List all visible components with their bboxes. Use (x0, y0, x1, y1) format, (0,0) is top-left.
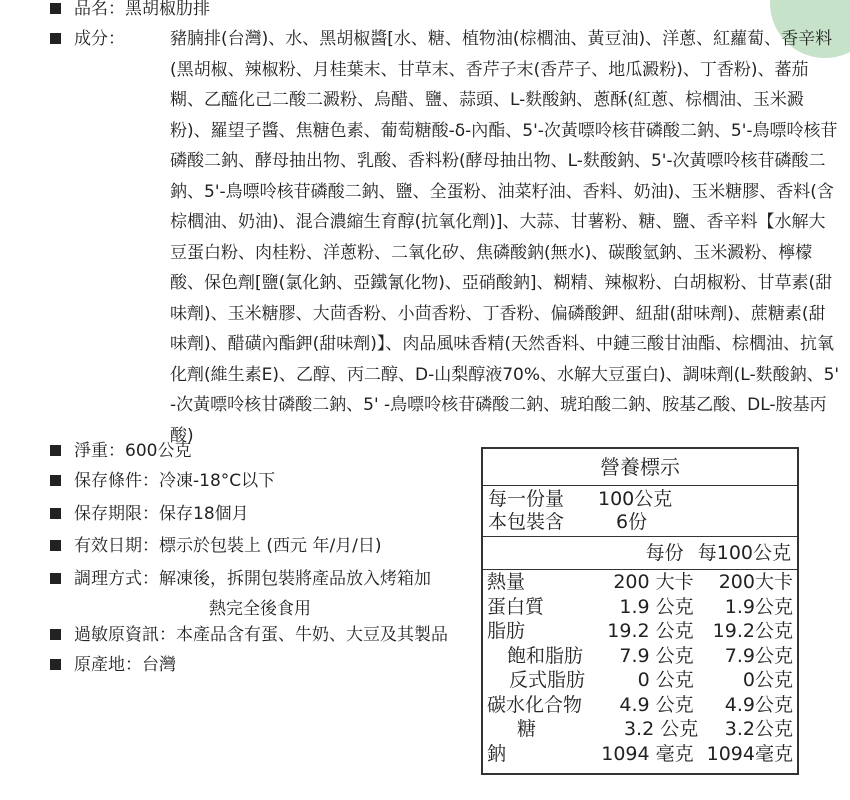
bullet-square-icon (50, 508, 61, 519)
servings-per-package-row (488, 511, 792, 534)
serving-size-value: 100公克 (598, 488, 673, 510)
per-100g-value: 3.2公克 (724, 718, 793, 740)
allergen-text: 過敏原資訊：本產品含有蛋、牛奶、大豆及其製品 (74, 625, 448, 645)
per-serving-value: 1094 毫克 (601, 742, 694, 765)
table-row (487, 668, 793, 693)
cooking-label: 調理方式： (74, 569, 159, 589)
cooking-method (50, 564, 431, 619)
ingredients (50, 24, 840, 451)
per-serving-value: 3.2 公克 (623, 718, 699, 740)
nutrient-name: 飽和脂肪 (507, 644, 584, 667)
net-weight (50, 436, 191, 466)
cooking-text-line1: 解凍後，拆開包裝將產品放入烤箱加 (159, 569, 431, 589)
nutrition-title: 營養標示 (483, 449, 797, 486)
table-row (487, 644, 793, 669)
bullet-square-icon (50, 573, 61, 584)
table-row (487, 742, 793, 767)
serving-size-row (488, 488, 792, 511)
per-100g-value: 7.9公克 (724, 644, 793, 667)
cooking-text-line2: 熱完全後食用 (209, 599, 311, 619)
product-name-label: 品名： (74, 0, 125, 19)
per-100g-value: 1.9公克 (724, 595, 793, 618)
nutrition-rows (483, 570, 797, 766)
nutrient-name: 碳水化合物 (487, 693, 583, 716)
nutrient-name: 熱量 (487, 571, 526, 593)
bullet-square-icon (50, 445, 61, 456)
nutrient-name: 糖 (517, 718, 537, 740)
bullet-square-icon (50, 33, 61, 44)
per-100g-value: 4.9公克 (724, 693, 793, 716)
origin (50, 650, 176, 680)
col-per-serving: 每份 (645, 542, 684, 564)
product-name-value: 黑胡椒肋排 (125, 0, 210, 19)
bullet-square-icon (50, 475, 61, 486)
nutrition-column-header (483, 537, 797, 570)
table-row (487, 595, 793, 620)
ingredients-text: 豬腩排(台灣)、水、黑胡椒醬[水、糖、植物油(棕櫚油、黃豆油)、洋蔥、紅蘿蔔、香辛料(黑胡椒、辣椒粉、月桂葉末、甘草末、香芹子末(香芹子、地瓜澱粉)、丁香粉)、蕃茄糊、乙醯化己二酸二澱粉、烏醋、鹽、蒜頭、L-麩酸鈉、蔥酥(紅蔥、棕櫚油、玉米澱粉)、羅望子醬、焦糖色素、葡萄糖酸-δ-內酯、5'-次黃嘌呤核苷磷酸二鈉、5'-鳥嘌呤核苷磷酸二鈉、酵母抽出物、乳酸、香料粉(酵母抽出物、L-麩酸鈉、5'-次黃嘌呤核苷磷酸二鈉、5'-鳥嘌呤核苷磷酸二鈉、鹽、全蛋粉、油菜籽油、香料、奶油)、玉米糖膠、香料(含棕櫚油、奶油)、混合濃縮生育醇(抗氧化劑)]、大蒜、甘薯粉、糖、鹽、香辛料【水解大豆蛋白粉、肉桂粉、洋蔥粉、二氧化矽、焦磷酸鈉(無水)、碳酸氫鈉、玉米澱粉、檸檬酸、保色劑[鹽(氯化鈉、亞鐵氰化物)、亞硝酸鈉]、糊精、辣椒粉、白胡椒粉、甘草素(甜味劑)、玉米糖膠、大茴香粉、小茴香粉、丁香粉、偏磷酸鉀、紐甜(甜味劑)、蔗糖素(甜味劑)、醋磺內酯鉀(甜味劑)】、肉品風味香精(天然香料、中鏈三酸甘油酯、棕櫚油、抗氧化劑(維生素E)、乙醇、丙二醇、D-山梨醇液70%、水解大豆蛋白)、調味劑(L-麩酸鈉、5' -次黃嘌呤核甘磷酸二鈉、5' -鳥嘌呤核苷磷酸二鈉、琥珀酸二鈉、胺基乙酸、DL-胺基丙酸) (170, 29, 840, 446)
servings-label: 本包裝含 (488, 511, 565, 533)
nutrient-name: 反式脂肪 (509, 669, 586, 691)
nutrient-name: 鈉 (487, 742, 507, 765)
storage-text: 保存條件：冷凍-18°C以下 (74, 471, 276, 491)
net-weight-text: 淨重：600公克 (74, 441, 192, 461)
shelf-life-text: 保存期限：保存18個月 (74, 504, 249, 524)
storage-condition (50, 466, 275, 496)
per-100g-value: 0公克 (742, 669, 793, 691)
origin-text: 原產地：台灣 (74, 655, 176, 675)
product-name (50, 0, 210, 24)
table-row (487, 717, 793, 742)
nutrient-name: 蛋白質 (487, 595, 545, 618)
ingredients-label: 成分： (74, 29, 125, 49)
expiry-text: 有效日期：標示於包裝上 (西元 年/月/日) (74, 536, 382, 556)
table-row (487, 619, 793, 644)
expiry-date (50, 531, 382, 561)
serving-size-label: 每一份量 (488, 488, 565, 510)
per-serving-value: 7.9 公克 (619, 644, 694, 667)
per-serving-value: 200 大卡 (613, 571, 694, 593)
per-serving-value: 0 公克 (637, 669, 694, 691)
shelf-life (50, 499, 249, 529)
bullet-square-icon (50, 659, 61, 670)
bullet-square-icon (50, 629, 61, 640)
col-per-100g: 每100公克 (697, 542, 791, 564)
allergen-info (50, 620, 448, 650)
serving-info (483, 486, 797, 537)
per-100g-value: 200大卡 (718, 571, 793, 593)
per-serving-value: 1.9 公克 (619, 595, 694, 618)
bullet-square-icon (50, 540, 61, 551)
servings-value: 6份 (616, 511, 648, 533)
per-serving-value: 4.9 公克 (619, 693, 694, 716)
nutrient-name: 脂肪 (487, 620, 526, 642)
per-100g-value: 1094毫克 (706, 742, 793, 765)
table-row (487, 570, 793, 595)
bullet-square-icon (50, 3, 61, 14)
per-100g-value: 19.2公克 (712, 620, 793, 642)
per-serving-value: 19.2 公克 (607, 620, 694, 642)
table-row (487, 693, 793, 718)
nutrition-facts-table (481, 447, 799, 775)
